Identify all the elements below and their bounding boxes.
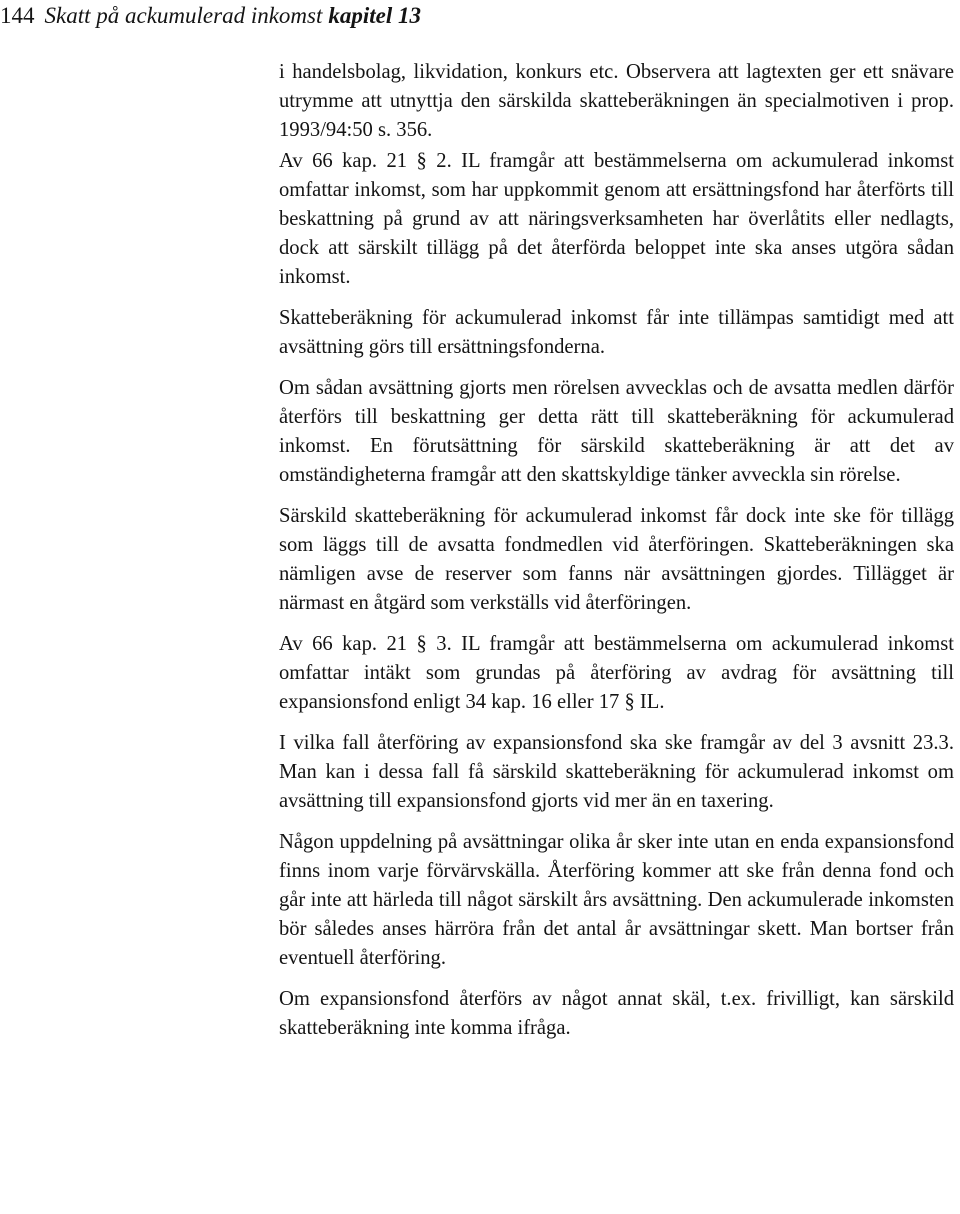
- page-number: 144: [0, 3, 35, 28]
- paragraph: Skatteberäkning för ackumulerad inkomst får inte tillämpas samtidigt med att avsättning görs till ersättningsfonderna.: [279, 307, 954, 358]
- chapter-label: kapitel 13: [328, 3, 422, 28]
- paragraph: I vilka fall återföring av expansionsfond ska ske framgår av del 3 avsnitt 23.3. Man kan i dessa fall få särskild skatteberäkning för ackumulerad inkomst om avsättning till expansionsfond gjorts vid mer än en taxering.: [279, 732, 954, 812]
- paragraph: Särskild skatteberäkning för ackumulerad inkomst får dock inte ske för tillägg som läggs till de avsatta fondmedlen vid återföringen. Skatteberäkningen ska nämligen avse de reserver som fanns när avsättningen gjordes. Tillägget är närmast en åtgärd som verkställs vid återföringen.: [279, 505, 954, 614]
- paragraph: Någon uppdelning på avsättningar olika år sker inte utan en enda expansionsfond finns inom varje förvärvskälla. Återföring kommer att ske från denna fond och går inte att härleda till något särskilt års avsättning. Den ackumulerade inkomsten bör således anses härröra från det antal år avsättningar skett. Man bortser från eventuell återföring.: [279, 831, 954, 969]
- body-text: [279, 58, 954, 1055]
- paragraph: Av 66 kap. 21 § 3. IL framgår att bestämmelserna om ackumulerad inkomst omfattar intäkt som grundas på återföring av avdrag för avsättning till expansionsfond enligt 34 kap. 16 eller 17 § IL.: [279, 633, 954, 713]
- page-header: [0, 0, 421, 32]
- running-title: Skatt på ackumulerad inkomst: [44, 3, 323, 28]
- paragraph: Om sådan avsättning gjorts men rörelsen avvecklas och de avsatta medlen därför återförs till beskattning ger detta rätt till skatteberäkning för ackumulerad inkomst. En förutsättning för särskild skatteberäkning är att det av omständigheterna framgår att den skattskyldige tänker avveckla sin rörelse.: [279, 377, 954, 486]
- paragraph: i handelsbolag, likvidation, konkurs etc. Observera att lagtexten ger ett snävare utrymme att utnyttja den särskilda skatteberäkningen än specialmotiven i prop. 1993/94:50 s. 356.: [279, 61, 954, 141]
- paragraph: Om expansionsfond återförs av något annat skäl, t.ex. frivilligt, kan särskild skatteberäkning inte komma ifråga.: [279, 988, 954, 1039]
- paragraph: Av 66 kap. 21 § 2. IL framgår att bestämmelserna om ackumulerad inkomst omfattar inkomst, som har uppkommit genom att ersättningsfond har återförts till beskattning på grund av att näringsverksamheten har överlåtits eller nedlagts, dock att särskilt tillägg på det återförda beloppet inte ska anses utgöra sådan inkomst.: [279, 150, 954, 288]
